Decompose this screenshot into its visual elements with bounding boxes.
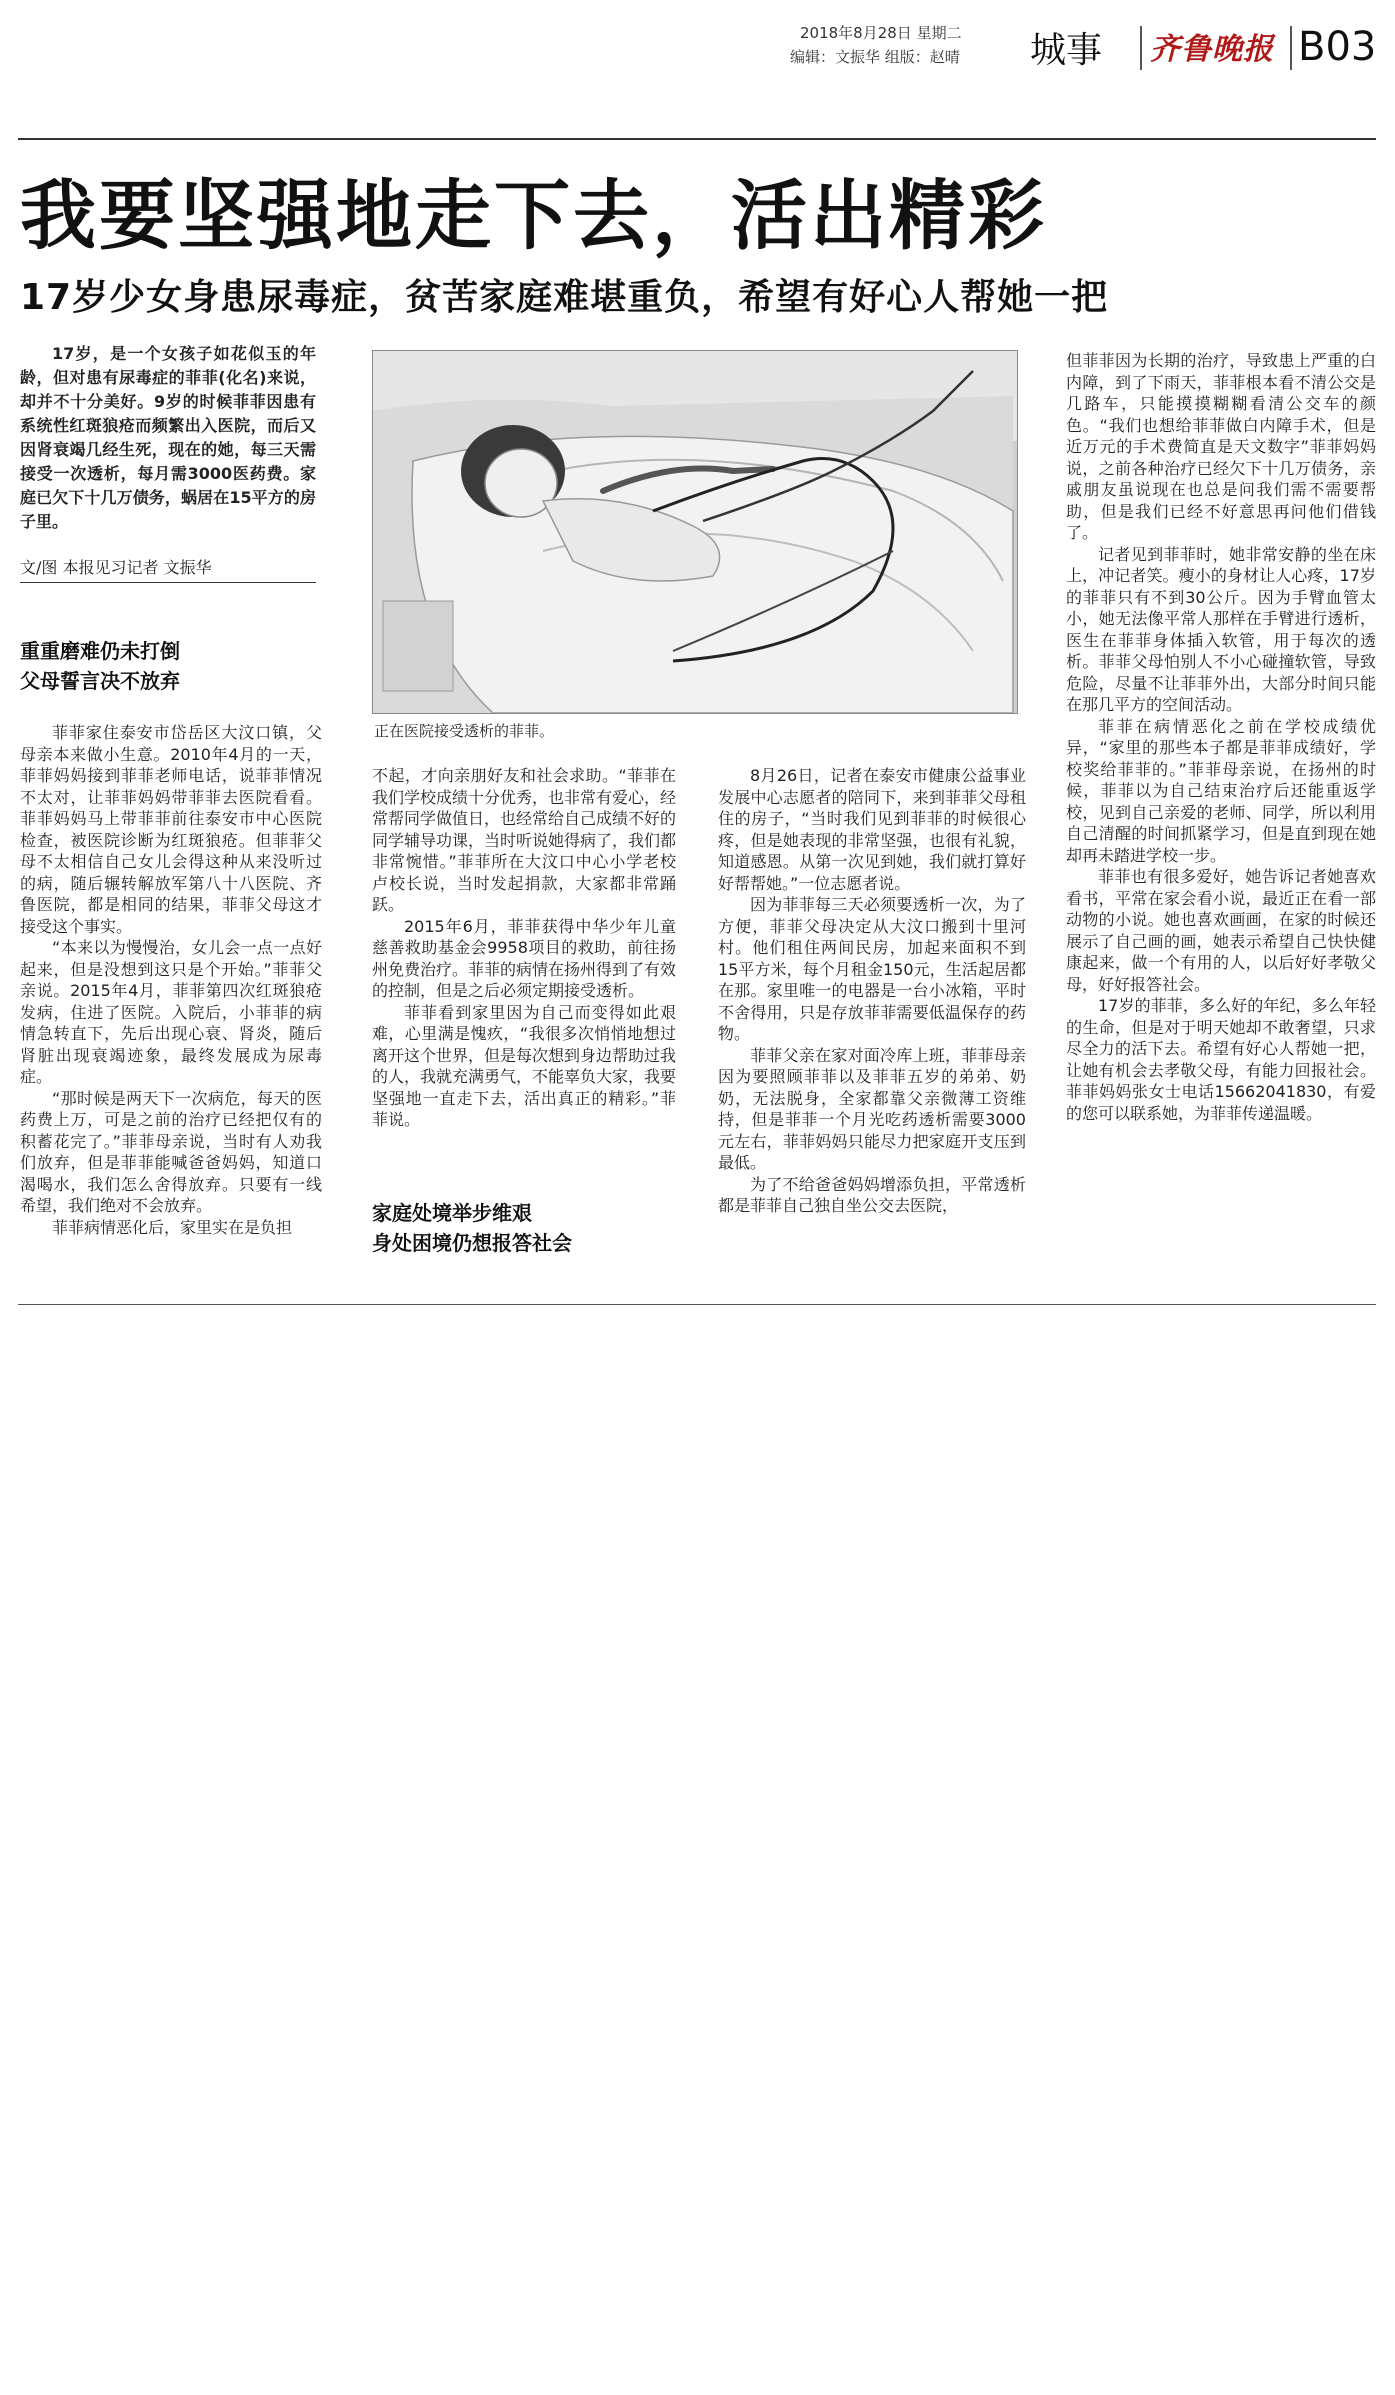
section-name: 城事 — [1030, 30, 1103, 71]
paragraph: 但菲菲因为长期的治疗，导致患上严重的白内障，到了下雨天，菲菲根本看不清公交是几路车，只能摸摸糊糊看清公交车的颜色。“我们也想给菲菲做白内障手术，但是近万元的手术费简直是天文数字”菲菲妈妈说，之前各种治疗已经欠下十几万债务，亲戚朋友虽说现在也总是问我们需不需要帮助，但是我们已经不好意思再问他们借钱了。 — [1066, 351, 1376, 542]
paragraph: 菲菲也有很多爱好，她告诉记者她喜欢看书，平常在家会看小说，最近正在看一部动物的小说。她也喜欢画画，在家的时候还展示了自己画的画，她表示希望自己快快健康起来，做一个有用的人，以后好好孝敬父母，好好报答社会。 — [1066, 867, 1376, 994]
editor-credits: 编辑：文振华 组版：赵晴 — [790, 48, 960, 66]
article-subheadline: 17岁少女身患尿毒症，贫苦家庭难堪重负，希望有好心人帮她一把 — [20, 277, 1109, 318]
section-heading-1-line1: 重重磨难仍未打倒 — [20, 639, 180, 663]
article-column-2 — [372, 765, 676, 1131]
article-photo — [372, 350, 1018, 714]
paragraph: 菲菲看到家里因为自己而变得如此艰难，心里满是愧疚，“我很多次悄悄地想过离开这个世界，但是每次想到身边帮助过我的人，我就充满勇气，不能辜负大家，我要坚强地一直走下去，活出真正的精彩。”菲菲说。 — [372, 1002, 677, 1129]
paragraph: 17岁的菲菲，多么好的年纪，多么年轻的生命，但是对于明天她却不敢奢望，只求尽全力的活下去。希望有好心人帮她一把，让她有机会去孝敬父母，有能力回报社会。菲菲妈妈张女士电话15662041830，有爱的您可以联系她，为菲菲传递温暖。 — [1066, 996, 1376, 1123]
photo-caption: 正在医院接受透析的菲菲。 — [374, 722, 555, 740]
section-heading-1-line2: 父母誓言决不放弃 — [20, 669, 180, 693]
paragraph: 8月26日，记者在泰安市健康公益事业发展中心志愿者的陪同下，来到菲菲父母租住的房子，“当时我们见到菲菲的时候很心疼，但是她表现的非常坚强，也很有礼貌，知道感恩。从第一次见到她，我们就打算好好帮帮她。”一位志愿者说。 — [718, 766, 1026, 893]
paragraph: 菲菲家住泰安市岱岳区大汶口镇，父母亲本来做小生意。2010年4月的一天，菲菲妈妈接到菲菲老师电话，说菲菲情况不太对，让菲菲妈妈带菲菲去医院看看。菲菲妈妈马上带菲菲前往泰安市中心医院检查，被医院诊断为红斑狼疮。但菲菲父母不太相信自己女儿会得这种从来没听过的病，随后辗转解放军第八十八医院、齐鲁医院，都是相同的结果，菲菲父母这才接受这个事实。 — [20, 723, 322, 936]
paragraph: 为了不给爸爸妈妈增添负担，平常透析都是菲菲自己独自坐公交去医院， — [718, 1174, 1026, 1215]
article-column-1 — [20, 722, 322, 1238]
page-number: B03 — [1298, 24, 1377, 70]
paragraph: 记者见到菲菲时，她非常安静的坐在床上，冲记者笑。瘦小的身材让人心疼，17岁的菲菲只有不到30公斤。因为手臂血管太小，她无法像平常人那样在手臂进行透析，医生在菲菲身体插入软管，用于每次的透析。菲菲父母怕别人不小心碰撞软管，导致危险，尽量不让菲菲外出，大部分时间只能在那几平方的空间活动。 — [1066, 544, 1376, 714]
article-column-3 — [718, 765, 1026, 1217]
article-lead: 17岁，是一个女孩子如花似玉的年龄，但对患有尿毒症的菲菲(化名)来说，却并不十分美好。9岁的时候菲菲因患有系统性红斑狼疮而频繁出入医院，而后又因肾衰竭几经生死，现在的她，每三天需接受一次透析，每月需3000医药费。家庭已欠下十几万债务，蜗居在15平方的房子里。 — [20, 344, 316, 531]
paragraph: 菲菲病情恶化后，家里实在是负担 — [52, 1217, 293, 1237]
newspaper-masthead: 齐鲁晚报 — [1150, 32, 1274, 67]
paragraph: 菲菲在病情恶化之前在学校成绩优异，“家里的那些本子都是菲菲成绩好，学校奖给菲菲的。”菲菲母亲说，在扬州的时候，菲菲以为自己结束治疗后还能重返学校，见到自己亲爱的老师、同学，所以利用自己清醒的时间抓紧学习，但是直到现在她却再未踏进学校一步。 — [1066, 716, 1376, 865]
header-divider-2 — [1290, 26, 1292, 70]
article-column-4 — [1066, 350, 1376, 1124]
article-byline: 文/图 本报见习记者 文振华 — [20, 558, 316, 583]
paragraph: 2015年6月，菲菲获得中华少年儿童慈善救助基金会9958项目的救助，前往扬州免费治疗。菲菲的病情在扬州得到了有效的控制，但是之后必须定期接受透析。 — [372, 916, 677, 1000]
article-bottom-rule — [18, 1304, 1376, 1305]
header-rule — [18, 138, 1376, 140]
header-divider — [1140, 26, 1142, 70]
section-heading-2 — [372, 1198, 682, 1258]
section-heading-2-line1: 家庭处境举步维艰 — [372, 1201, 532, 1225]
article-headline: 我要坚强地走下去，活出精彩 — [20, 171, 1047, 260]
section-heading-2-line2: 身处困境仍想报答社会 — [372, 1231, 572, 1255]
paragraph: 菲菲父亲在家对面冷库上班，菲菲母亲因为要照顾菲菲以及菲菲五岁的弟弟、奶奶，无法脱身，全家都靠父亲微薄工资维持，但是菲菲一个月光吃药透析需要3000元左右，菲菲妈妈只能尽力把家庭开支压到最低。 — [718, 1045, 1026, 1172]
section-heading-1 — [20, 636, 320, 696]
paragraph: “那时候是两天下一次病危，每天的医药费上万，可是之前的治疗已经把仅有的积蓄花完了。”菲菲母亲说，当时有人劝我们放弃，但是菲菲能喊爸爸妈妈，知道口渴喝水，我们怎么舍得放弃。只要有一线希望，我们绝对不会放弃。 — [20, 1088, 322, 1215]
hospital-bed-photo — [373, 351, 1017, 713]
paragraph: “本来以为慢慢治，女儿会一点一点好起来，但是没想到这只是个开始。”菲菲父亲说。2015年4月，菲菲第四次红斑狼疮发病，住进了医院。入院后，小菲菲的病情急转直下，先后出现心衰、肾炎，随后肾脏出现衰竭迹象，最终发展成为尿毒症。 — [20, 938, 322, 1086]
paragraph: 因为菲菲每三天必须要透析一次，为了方便，菲菲父母决定从大汶口搬到十里河村。他们租住两间民房，加起来面积不到15平方米，每个月租金150元，生活起居都在那。家里唯一的电器是一台小冰箱，平时不舍得用，只是存放菲菲需要低温保存的药物。 — [718, 895, 1026, 1043]
paragraph: 不起，才向亲朋好友和社会求助。“菲菲在我们学校成绩十分优秀，也非常有爱心，经常帮同学做值日，也经常给自己成绩不好的同学辅导功课，当时听说她得病了，我们都非常惋惜。”菲菲所在大汶口中心小学老校卢校长说，当时发起捐款，大家都非常踊跃。 — [372, 766, 677, 914]
issue-date: 2018年8月28日 星期二 — [800, 24, 962, 42]
